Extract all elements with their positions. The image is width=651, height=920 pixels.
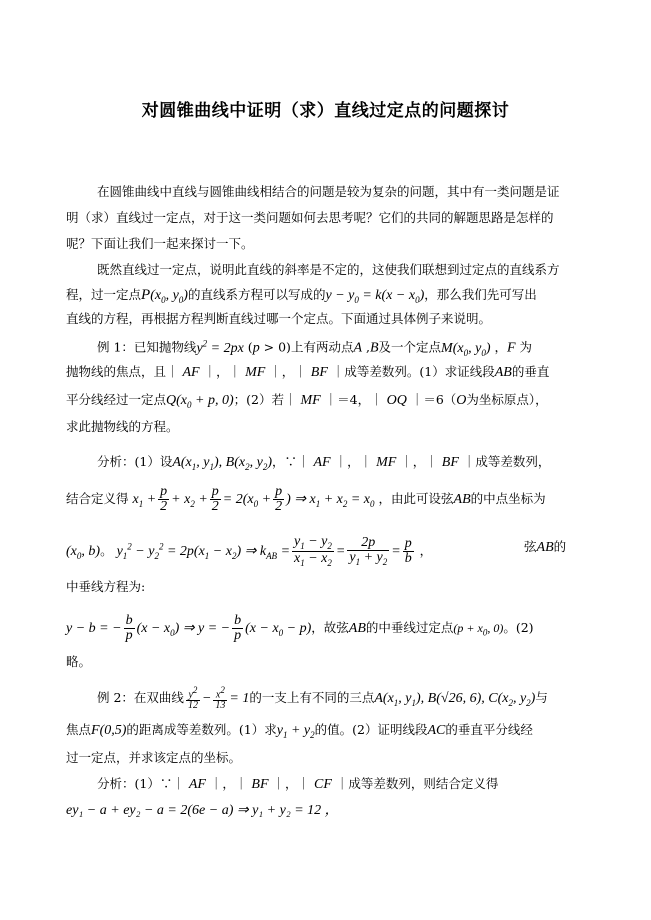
example-2-line: 例 2：在双曲线 $\frac{y^2}{12}$ − $\frac{x^2}{13}$ = 1的一支上有不同的三点$A(x_1$, $y_1$), B(√26, 6), $C(x_2$, $y_2$)与 xyxy=(97,685,548,712)
analysis-1-line: y − b = − $\frac{b}{p}$ $(x - x_0)$ ⇒ y = − $\frac{b}{p}$ $(x - x_0 - p)$，故弦AB的中垂线过定点($p + x_0$, 0)。(2) xyxy=(66,613,534,643)
example-1-line: 平分线经过一定点$Q(x_0 + p$, 0)；(2）若｜ MF ｜＝4，｜ OQ ｜＝6（O为坐标原点）， xyxy=(66,392,548,410)
analysis-2-line: 分析：(1）∵｜ AF ｜，｜ BF ｜，｜ CF ｜成等差数列，则结合定义得 xyxy=(97,776,499,792)
page-title: 对圆锥曲线中证明（求）直线过定点的问题探讨 xyxy=(141,101,510,121)
example-1-line: 例 1：已知抛物线$y^2 = 2px$ (p > 0)上有两动点A ,B及一个定点$M(x_0$, $y_0$) ，F 为 xyxy=(97,338,533,358)
paragraph-line: 既然直线过一定点，说明此直线的斜率是不定的，这使我们联想到过定点的直线系方 xyxy=(97,262,560,277)
paragraph-line: 直线的方程，再根据方程判断直线过哪一个定点。下面通过具体例子来说明。 xyxy=(66,311,492,326)
paragraph-line: 明（求）直线过一定点，对于这一类问题如何去思考呢？它们的共同的解题思路是怎样的 xyxy=(66,210,554,225)
paragraph-line: 程，过一定点$P(x_0$, $y_0$)的直线系方程可以写成的$y - y_0 = k(x - x_0)$，那么我们先可写出 xyxy=(66,287,537,305)
paragraph-line: 在圆锥曲线中直线与圆锥曲线相结合的问题是较为复杂的问题，其中有一类问题是证 xyxy=(97,184,560,199)
example-1-line: 抛物线的焦点，且｜ AF ｜，｜ MF ｜，｜ BF ｜成等差数列。(1）求证线段AB的垂直 xyxy=(66,364,550,380)
analysis-1-line: 结合定义得 $x_1$ + $\frac{p}{2}$ + $x_2$ + $\frac{p}{2}$ = $2(x_0$ + $\frac{p}{2}$ ) ⇒ $x_1 + x_2 = x_0$ ，由此可设弦AB的中点坐标为 xyxy=(66,484,546,514)
paragraph-line: 呢？下面让我们一起来探讨一下。 xyxy=(66,236,254,251)
analysis-1-line: 弦AB的 xyxy=(524,539,567,555)
example-1-line: 求此抛物线的方程。 xyxy=(66,419,179,434)
analysis-1-line: 略。 xyxy=(66,654,92,669)
analysis-1-line: ($x_0$, b)。 $y_1^2 - y_2^2 = 2p(x_1 - x_2)$ ⇒ $k_{AB}$ = $\frac{y_1 - y_2}{x_1 - x_2}$ = $\frac{2p}{y_1 + y_2}$ = $\frac{p}{b}$ ， xyxy=(66,534,433,568)
analysis-2-line: ey₁ − a + ey₂ − a = 2(6e − a) ⇒ y₁ + y₂ = 12 ， xyxy=(66,803,339,818)
example-2-line: 焦点F(0,5)的距离成等差数列。(1）求$y_1 + y_2$的值。(2）证明线段AC的垂直平分线经 xyxy=(66,722,533,740)
analysis-1-line: 中垂线方程为: xyxy=(66,579,146,594)
example-2-line: 过一定点，并求该定点的坐标。 xyxy=(66,750,242,765)
analysis-1-line: 分析：(1）设$A(x_1$, $y_1$), $B(x_2$, $y_2$)，∵｜ AF ｜，｜ MF ｜，｜ BF ｜成等差数列， xyxy=(97,454,551,472)
